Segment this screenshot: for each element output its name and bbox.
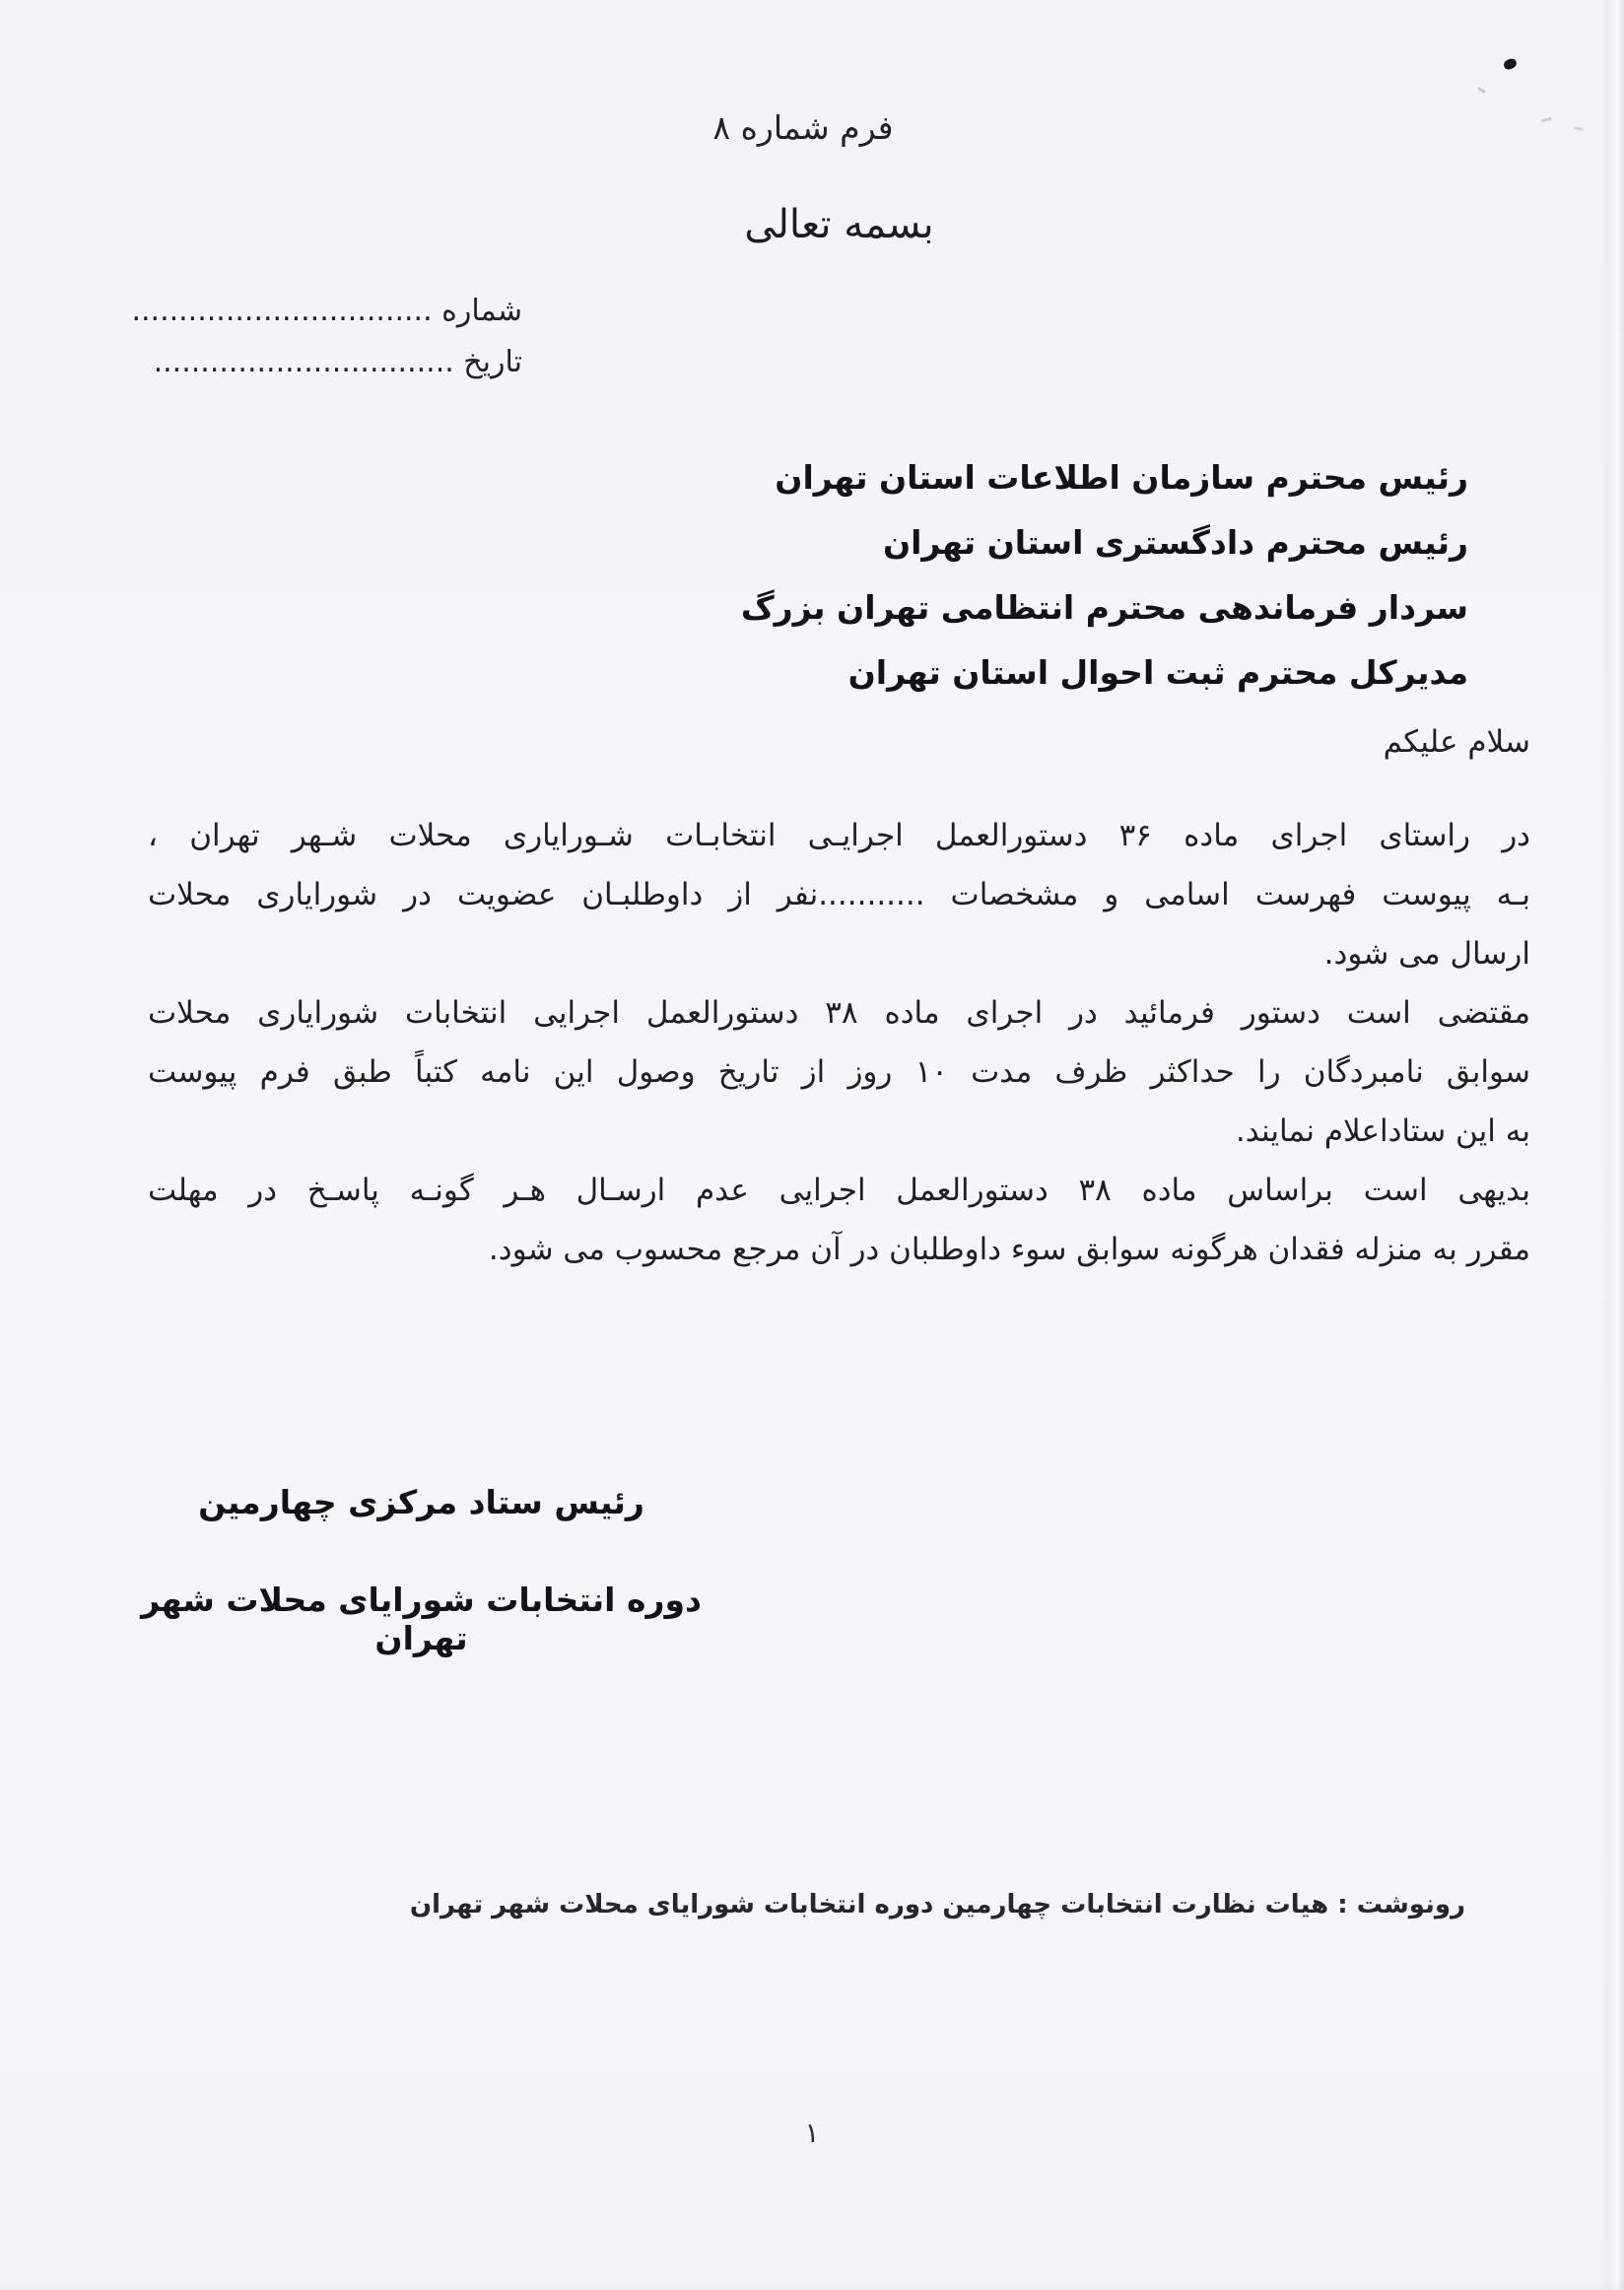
recipient-line: مدیرکل محترم ثبت احوال استان تهران	[847, 653, 1468, 692]
letter-meta-block	[128, 286, 522, 388]
body-line: مقرر به منزله فقدان هرگونه سوابق سوء داوطلبان در آن مرجع محسوب می شود.	[488, 1232, 1530, 1267]
scan-edge-shadow	[1600, 0, 1624, 2290]
besmeleh-heading: بسمه تعالی	[744, 202, 934, 247]
form-number-label: فرم شماره ۸	[712, 108, 894, 147]
recipient-line: رئیس محترم سازمان اطلاعات استان تهران	[775, 458, 1468, 497]
salutation-text: سلام علیکم	[1383, 724, 1530, 760]
scan-smudge	[1477, 87, 1486, 94]
scan-ink-dot	[1503, 57, 1518, 71]
recipient-line: رئیس محترم دادگستری استان تهران	[882, 523, 1468, 562]
body-line: بـه پیوست فهرست اسامی و مشخصات ...........نفر از داوطلبـان عضویت در شورایاری محلات	[148, 877, 1530, 912]
letter-body	[148, 806, 1530, 1279]
date-field-line: تاریخ ................................	[153, 345, 522, 379]
body-line: به این ستاداعلام نمایند.	[1235, 1113, 1530, 1149]
signature-title-line: دوره انتخابات شورایای محلات شهر تهران	[141, 1581, 702, 1657]
copy-to-note: رونوشت : هیات نظارت انتخابات چهارمین دوره انتخابات شورایای محلات شهر تهران	[409, 1890, 1465, 1920]
number-field-line: شماره ................................	[131, 294, 522, 328]
body-line: سوابق نامبردگان را حداکثر ظرف مدت ۱۰ روز از تاریخ وصول این نامه کتباً طبق فرم پیوست	[148, 1054, 1530, 1090]
body-line: مقتضی است دستور فرمائید در اجرای ماده ۳۸ دستورالعمل اجرایی انتخابات شورایاری محلات	[148, 995, 1531, 1031]
body-line: بدیهی است براساس ماده ۳۸ دستورالعمل اجرایی عدم ارسـال هـر گونـه پاسـخ در مهلت	[148, 1173, 1530, 1208]
body-line: ارسال می شود.	[1323, 936, 1530, 972]
scan-edge-shadow	[0, 2280, 1624, 2290]
signature-title-line: رئیس ستاد مرکزی چهارمین	[198, 1483, 644, 1521]
recipient-line: سردار فرماندهی محترم انتظامی تهران بزرگ	[740, 588, 1468, 627]
body-line: در راستای اجرای ماده ۳۶ دستورالعمل اجرایـی انتخابـات شـورایاری محلات شـهر تهران ،	[148, 818, 1530, 853]
recipients-block	[158, 445, 1468, 706]
page-number: ۱	[804, 2117, 820, 2149]
signature-block	[138, 1483, 705, 1657]
